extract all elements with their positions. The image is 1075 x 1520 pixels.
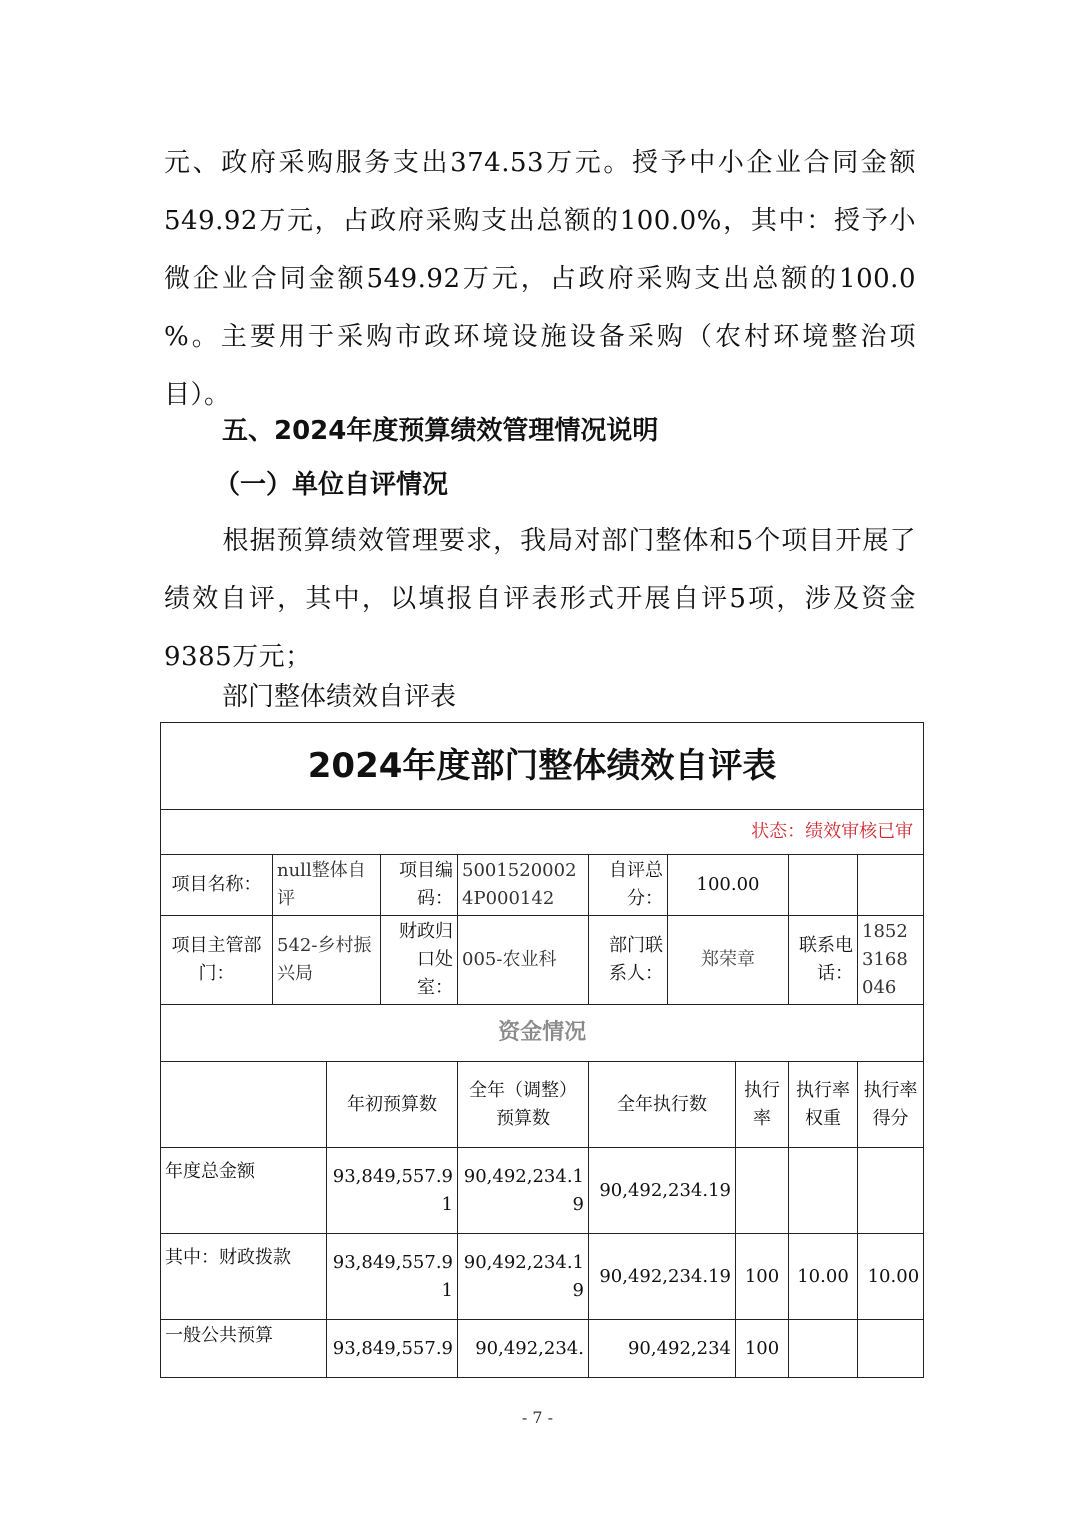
project-code-label: 项目编码：	[381, 855, 458, 916]
table-title: 2024年度部门整体绩效自评表	[161, 723, 924, 810]
funding-row	[161, 1320, 924, 1378]
phone-value: 18523168046	[858, 916, 924, 1005]
rate-weight	[789, 1148, 858, 1234]
row-label: 年度总金额	[161, 1148, 327, 1234]
contact-label: 部门联系人：	[589, 916, 668, 1005]
rate-weight	[789, 1320, 858, 1378]
adjusted-budget: 90,492,234.19	[458, 1234, 589, 1320]
table-status-row	[161, 810, 924, 855]
finance-office-label: 财政归口处室：	[381, 916, 458, 1005]
header-rate-weight: 执行率权重	[789, 1062, 858, 1148]
project-name-value: null整体自评	[273, 855, 381, 916]
department-label: 项目主管部门：	[161, 916, 273, 1005]
empty-cell	[789, 855, 858, 916]
funding-section-title: 资金情况	[161, 1005, 924, 1062]
self-evaluation-table	[160, 722, 924, 1378]
header-rate-score: 执行率得分	[858, 1062, 924, 1148]
funding-header-row	[161, 1062, 924, 1148]
funding-row	[161, 1148, 924, 1234]
paragraph-self-evaluation-text: 根据预算绩效管理要求，我局对部门整体和5个项目开展了绩效自评，其中，以填报自评表形式开展自评5项，涉及资金9385万元；	[164, 526, 916, 672]
paragraph-self-evaluation	[164, 512, 916, 686]
finance-office-value: 005-农业科	[458, 916, 589, 1005]
execution-rate: 100	[736, 1320, 789, 1378]
funding-row	[161, 1234, 924, 1320]
executed: 90,492,234	[589, 1320, 736, 1378]
table-title-row	[161, 723, 924, 810]
rate-weight: 10.00	[789, 1234, 858, 1320]
contact-value: 郑荣章	[668, 916, 789, 1005]
executed: 90,492,234.19	[589, 1148, 736, 1234]
initial-budget: 93,849,557.91	[327, 1148, 458, 1234]
table-caption: 部门整体绩效自评表	[222, 682, 457, 712]
rate-score	[858, 1148, 924, 1234]
funding-section-row	[161, 1005, 924, 1062]
row-label: 一般公共预算	[161, 1320, 327, 1378]
phone-label: 联系电话：	[789, 916, 858, 1005]
execution-rate	[736, 1148, 789, 1234]
executed: 90,492,234.19	[589, 1234, 736, 1320]
project-name-label: 项目名称：	[161, 855, 273, 916]
total-score-label: 自评总分：	[589, 855, 668, 916]
paragraph-procurement: 元、政府采购服务支出374.53万元。授予中小企业合同金额549.92万元，占政府采购支出总额的100.0%，其中：授予小微企业合同金额549.92万元，占政府采购支出总额的100.0 %。主要用于采购市政环境设施设备采购（农村环境整治项目）。	[164, 148, 916, 410]
initial-budget: 93,849,557.91	[327, 1234, 458, 1320]
empty-cell	[858, 855, 924, 916]
subsection-heading: （一）单位自评情况	[214, 470, 449, 500]
initial-budget: 93,849,557.9	[327, 1320, 458, 1378]
rate-score: 10.00	[858, 1234, 924, 1320]
funding-header-empty	[161, 1062, 327, 1148]
project-code-value: 50015200024P000142	[458, 855, 589, 916]
section-heading: 五、2024年度预算绩效管理情况说明	[222, 416, 659, 446]
header-initial-budget: 年初预算数	[327, 1062, 458, 1148]
header-execution-rate: 执行率	[736, 1062, 789, 1148]
status-badge: 状态：绩效审核已审	[161, 810, 924, 855]
row-label: 其中：财政拨款	[161, 1234, 327, 1320]
total-score-value: 100.00	[668, 855, 789, 916]
page-number: - 7 -	[521, 1408, 554, 1427]
adjusted-budget: 90,492,234.	[458, 1320, 589, 1378]
info-row-project	[161, 855, 924, 916]
execution-rate: 100	[736, 1234, 789, 1320]
info-row-department	[161, 916, 924, 1005]
header-adjusted-budget: 全年（调整）预算数	[458, 1062, 589, 1148]
rate-score	[858, 1320, 924, 1378]
header-executed: 全年执行数	[589, 1062, 736, 1148]
department-value: 542-乡村振兴局	[273, 916, 381, 1005]
adjusted-budget: 90,492,234.19	[458, 1148, 589, 1234]
